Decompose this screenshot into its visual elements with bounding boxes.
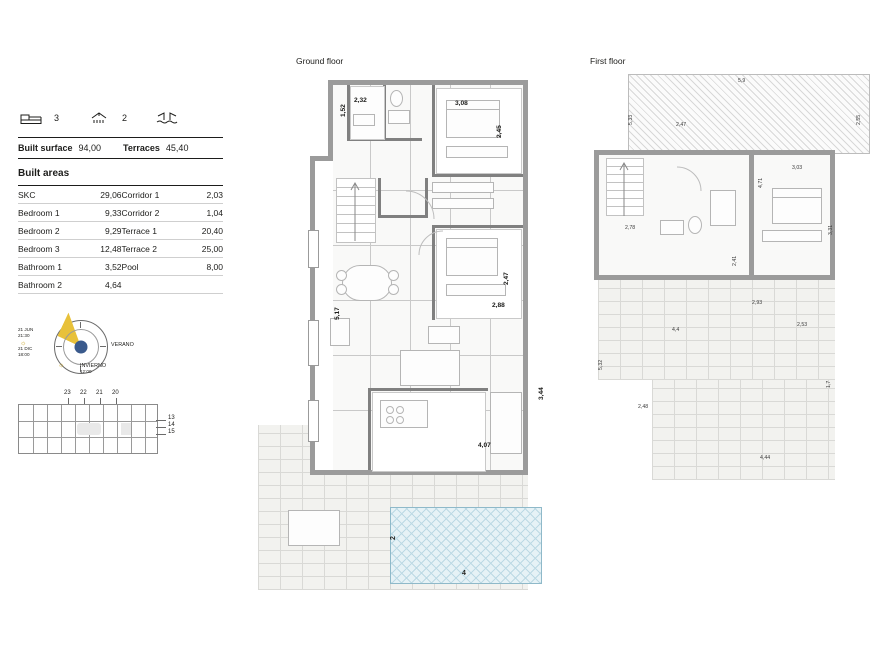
dim-4-71: 4,71	[758, 177, 764, 188]
dim-3-03: 3,03	[792, 165, 803, 171]
spec-icon-row	[18, 105, 223, 131]
fixture-toilet	[390, 90, 403, 107]
window-left-2	[308, 320, 319, 366]
site-plan-outline	[18, 404, 158, 454]
furniture-pillow-mid	[446, 238, 498, 248]
furniture-sideboard	[330, 318, 350, 346]
fixture-sink-first	[660, 220, 684, 235]
terraces-value: 45,40	[165, 143, 189, 153]
site-plan-mini	[18, 390, 178, 458]
plot-number: 20	[112, 390, 119, 396]
jun-time-line1: 21 JUN	[18, 327, 34, 332]
table-row	[18, 222, 223, 240]
dim-3-31: 3,31	[828, 224, 834, 235]
dim-4-44: 4,44	[760, 455, 771, 461]
built-areas-table	[18, 185, 223, 294]
dim-2-48: 2,48	[638, 404, 649, 410]
divider-bottom	[18, 158, 223, 159]
stove-burner-icon	[386, 406, 394, 414]
wall-hall-1	[378, 178, 381, 218]
fixture-bath	[388, 110, 410, 124]
ground-floor-plan	[250, 70, 580, 590]
dim-2-45: 2,45	[496, 125, 503, 138]
table-row	[18, 186, 223, 204]
area-name: Terrace 2	[122, 240, 188, 258]
furniture-closet-2	[432, 198, 494, 209]
spec-pool	[154, 108, 222, 128]
terrace-first-lower	[652, 380, 835, 480]
furniture-closet-1	[432, 182, 494, 193]
dim-4-4: 4,4	[672, 327, 680, 333]
wall-bedroom-left	[432, 85, 435, 177]
dim-2-55: 2,55	[856, 114, 862, 125]
furniture-coffee-table	[428, 326, 460, 344]
swimming-pool	[390, 507, 542, 584]
area-name: Bedroom 3	[18, 240, 84, 258]
fixture-shower-first	[710, 190, 736, 226]
area-value: 20,40	[187, 222, 223, 240]
first-floor-plan	[580, 70, 870, 500]
furniture-wardrobe-top	[446, 146, 508, 158]
furniture-pillow-first	[772, 188, 822, 198]
furniture-dining-table	[342, 265, 392, 301]
area-value: 3,52	[84, 258, 122, 276]
furniture-outdoor-table	[288, 510, 340, 546]
built-surface-label: Built surface	[18, 143, 73, 153]
dim-2-32: 2,32	[354, 97, 367, 104]
dim-pool-front: 4	[462, 570, 466, 577]
fixture-toilet-first	[688, 216, 702, 234]
summary-row	[18, 138, 223, 158]
dim-3-08: 3,08	[455, 100, 468, 107]
area-value: 12,48	[84, 240, 122, 258]
bed-icon	[18, 108, 44, 128]
sun-path-compass	[18, 318, 223, 380]
area-name	[122, 276, 188, 294]
spec-bathrooms	[86, 108, 154, 128]
plot-number: 21	[96, 390, 103, 396]
stove-burner-icon	[396, 416, 404, 424]
stove-burner-icon	[386, 416, 394, 424]
area-name: Pool	[122, 258, 188, 276]
wall-right	[523, 80, 528, 470]
furniture-sofa	[400, 350, 460, 386]
area-name: Corridor 2	[122, 204, 188, 222]
table-row	[18, 276, 223, 294]
compass-tick-e	[100, 346, 106, 347]
sun-icon-summer: ☼	[20, 340, 27, 347]
dim-2-47: 2,47	[676, 122, 687, 128]
dim-5-33: 5,33	[628, 114, 634, 125]
area-name: Terrace 1	[122, 222, 188, 240]
dec2-time-line2: 12:00	[80, 369, 92, 374]
area-value: 1,04	[187, 204, 223, 222]
terrace-first-upper	[598, 280, 835, 380]
dim-1-52: 1,52	[340, 104, 347, 117]
dim-2-93: 2,93	[752, 300, 763, 306]
dec-time-line1: 21 DIC	[18, 346, 33, 351]
area-value: 2,03	[187, 186, 223, 204]
shower-icon	[86, 108, 112, 128]
wall-kitchen-top	[368, 388, 488, 391]
plot-number: 22	[80, 390, 87, 396]
furniture-chair	[336, 284, 347, 295]
fixture-sink	[353, 114, 375, 126]
property-info-panel	[18, 105, 223, 294]
area-value: 25,00	[187, 240, 223, 258]
dim-3-44: 3,44	[538, 387, 545, 400]
area-value: 29,06	[84, 186, 122, 204]
jun-time-line2: 21:30	[18, 333, 30, 338]
bathrooms-count: 2	[122, 113, 128, 123]
window-left-1	[308, 230, 319, 268]
bedrooms-count: 3	[54, 113, 60, 123]
stove-burner-icon	[396, 406, 404, 414]
area-value: 9,33	[84, 204, 122, 222]
dim-2-41: 2,41	[732, 255, 738, 266]
furniture-kitchen-island	[380, 400, 428, 428]
dim-2-47: 2,47	[503, 272, 510, 285]
plot-number: 15	[168, 429, 175, 435]
dim-2-78: 2,78	[625, 225, 636, 231]
window-left-3	[308, 400, 319, 442]
summer-label: VERANO	[111, 342, 134, 348]
furniture-chair	[388, 270, 399, 281]
furniture-chair	[388, 284, 399, 295]
area-value: 8,00	[187, 258, 223, 276]
pool-icon	[154, 108, 180, 128]
area-value: 9,29	[84, 222, 122, 240]
built-surface-value: 94,00	[78, 143, 102, 153]
door-swing-icon	[405, 190, 435, 220]
solarium-roof-area	[628, 74, 870, 154]
door-swing-icon	[418, 230, 444, 256]
first-floor-title: First floor	[590, 56, 626, 66]
dim-2-88: 2,88	[492, 302, 505, 309]
plot-number: 14	[168, 422, 175, 428]
winter-label: INVIERNO	[80, 363, 107, 369]
table-row	[18, 240, 223, 258]
dim-2-53: 2,53	[797, 322, 808, 328]
wall-right-first	[830, 150, 835, 280]
dim-1-7: 1,7	[826, 380, 832, 388]
room-wc	[350, 86, 385, 140]
furniture-wardrobe-first	[762, 230, 822, 242]
compass-tick-n	[80, 322, 81, 328]
area-name: Bathroom 1	[18, 258, 84, 276]
staircase-first	[606, 158, 642, 220]
area-value: 4,64	[84, 276, 122, 294]
table-row	[18, 204, 223, 222]
table-row	[18, 258, 223, 276]
dim-4-07: 4,07	[478, 442, 491, 449]
spec-bedrooms	[18, 108, 86, 128]
ground-floor-title: Ground floor	[296, 56, 344, 66]
door-swing-icon	[676, 166, 702, 192]
dim-pool-side: 2	[390, 536, 397, 540]
area-name: Corridor 1	[122, 186, 188, 204]
furniture-wardrobe-mid	[446, 284, 506, 296]
furniture-chair	[336, 270, 347, 281]
area-name: Bedroom 2	[18, 222, 84, 240]
plot-number: 13	[168, 415, 175, 421]
built-areas-title: Built areas	[18, 168, 70, 179]
area-name: Bedroom 1	[18, 204, 84, 222]
dim-5-9: 5,9	[738, 78, 746, 84]
area-name: SKC	[18, 186, 84, 204]
area-value	[187, 276, 223, 294]
compass-tick-w	[56, 346, 62, 347]
dec-time-line2: 18:00	[18, 352, 30, 357]
plot-number: 23	[64, 390, 71, 396]
terraces-label: Terraces	[123, 143, 160, 153]
staircase-ground	[336, 178, 374, 244]
wall-bedroom2-top	[432, 225, 523, 228]
area-name: Bathroom 2	[18, 276, 84, 294]
dim-5-32: 5,32	[598, 359, 604, 370]
dim-5-17: 5,17	[334, 307, 341, 320]
wall-bedroom-bottom	[432, 174, 523, 177]
sun-icon-winter: ☼	[58, 362, 65, 369]
compass-center	[75, 341, 88, 354]
